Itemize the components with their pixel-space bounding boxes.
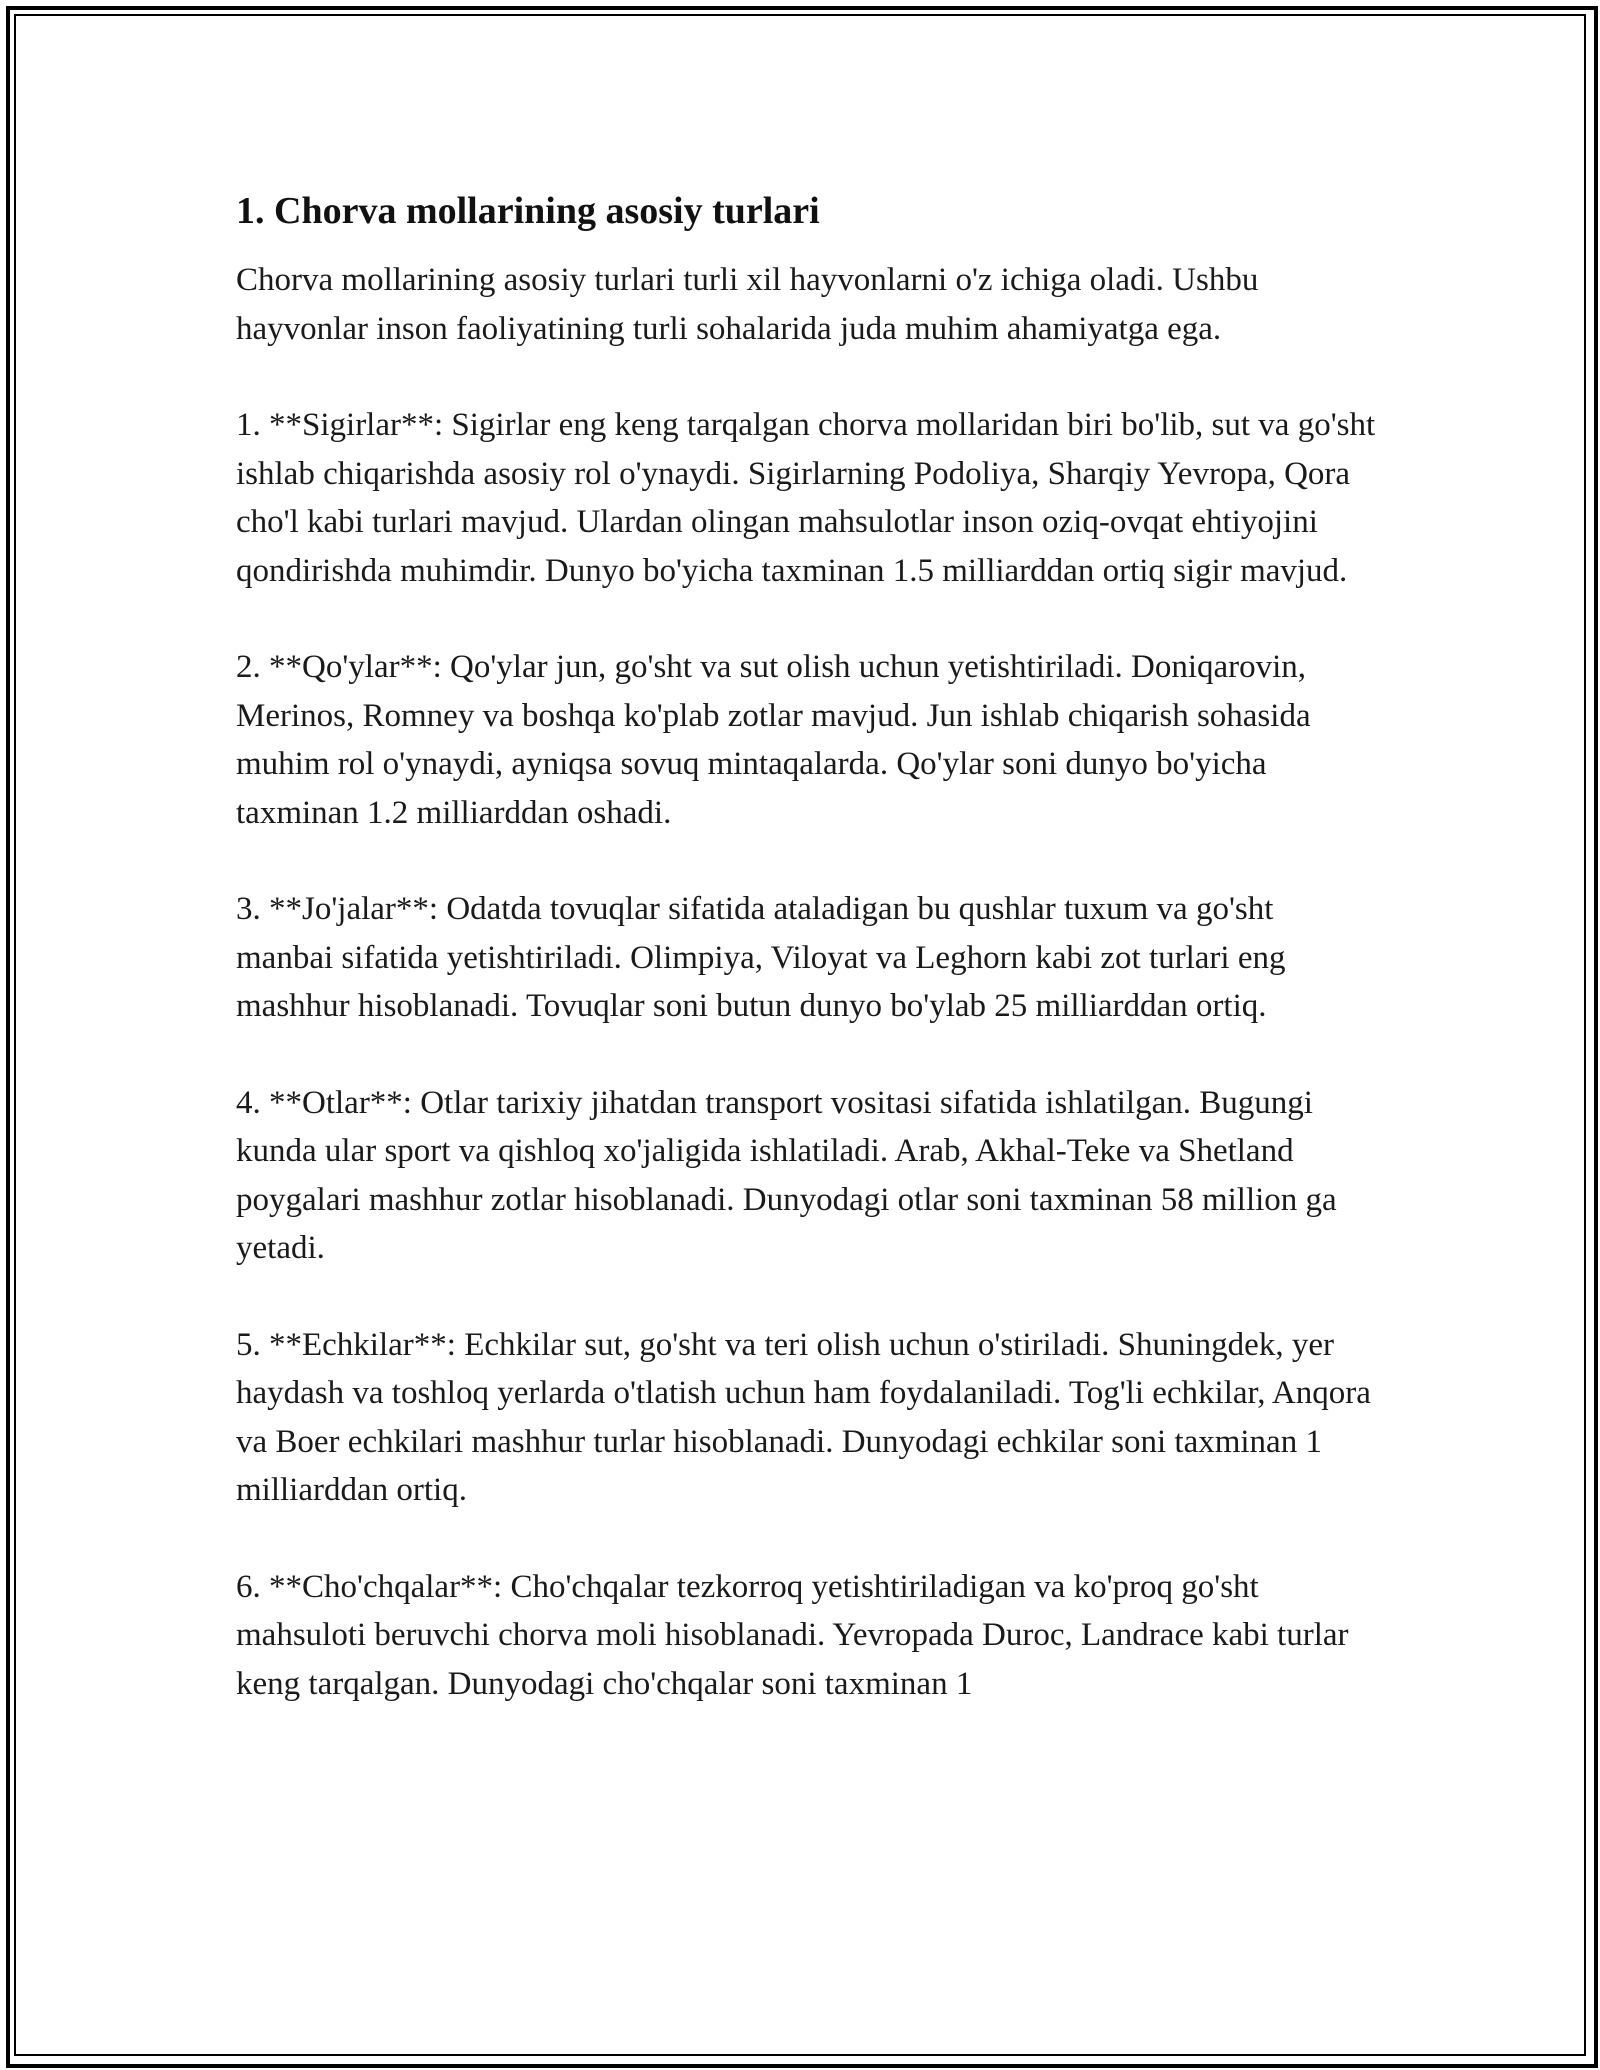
paragraph-chochqalar: 6. **Cho'chqalar**: Cho'chqalar tezkorroq yetishtiriladigan va ko'proq go'sht mahsuloti beruvchi chorva moli hisoblanadi. Yevropada Duroc, Landrace kabi turlar keng tarqalgan. Dunyodagi cho'chqalar soni taxminan 1 <box>236 1568 1349 1702</box>
paragraph-qoylar: 2. **Qo'ylar**: Qo'ylar jun, go'sht va sut olish uchun yetishtiriladi. Doniqarovin, Merinos, Romney va boshqa ko'plab zotlar mavjud. Jun ishlab chiqarish sohasida muhim rol o'ynaydi, ayniqsa sovuq mintaqalarda. Qo'ylar soni dunyo bo'yicha taxminan 1.2 milliarddan oshadi. <box>236 649 1311 831</box>
paragraph-sigirlar: 1. **Sigirlar**: Sigirlar eng keng tarqalgan chorva mollaridan biri bo'lib, sut va go'sht ishlab chiqarishda asosiy rol o'ynaydi. Sigirlarning Podoliya, Sharqiy Yevropa, Qora cho'l kabi turlari mavjud. Ulardan olingan mahsulotlar inson oziq-ovqat ehtiyojini qondirishda muhimdir. Dunyo bo'yicha taxminan 1.5 milliarddan ortiq sigir mavjud. <box>236 407 1376 589</box>
intro-paragraph: Chorva mollarining asosiy turlari turli xil hayvonlarni o'z ichiga oladi. Ushbu hayvonlar inson faoliyatining turli sohalarida juda muhim ahamiyatga ega. <box>236 262 1259 347</box>
paragraph-echkilar: 5. **Echkilar**: Echkilar sut, go'sht va teri olish uchun o'stiriladi. Shuningdek, yer haydash va toshloq yerlarda o'tlatish uchun ham foydalaniladi. Tog'li echkilar, Anqora va Boer echkilari mashhur turlar hisoblanadi. Dunyodagi echkilar soni taxminan 1 milliarddan ortiq. <box>236 1326 1371 1508</box>
section-heading: 1. Chorva mollarining asosiy turlari <box>236 190 820 232</box>
paragraph-jojalar: 3. **Jo'jalar**: Odatda tovuqlar sifatida ataladigan bu qushlar tuxum va go'sht manbai sifatida yetishtiriladi. Olimpiya, Viloyat va Leghorn kabi zot turlari eng mashhur hisoblanadi. Tovuqlar soni butun dunyo bo'ylab 25 milliarddan ortiq. <box>236 891 1286 1024</box>
paragraph-otlar: 4. **Otlar**: Otlar tarixiy jihatdan transport vositasi sifatida ishlatilgan. Bugungi kunda ular sport va qishloq xo'jaligida ishlatiladi. Arab, Akhal-Teke va Shetland poygalari mashhur zotlar hisoblanadi. Dunyodagi otlar soni taxminan 58 million ga yetadi. <box>236 1084 1337 1266</box>
document-body <box>236 186 1376 1756</box>
